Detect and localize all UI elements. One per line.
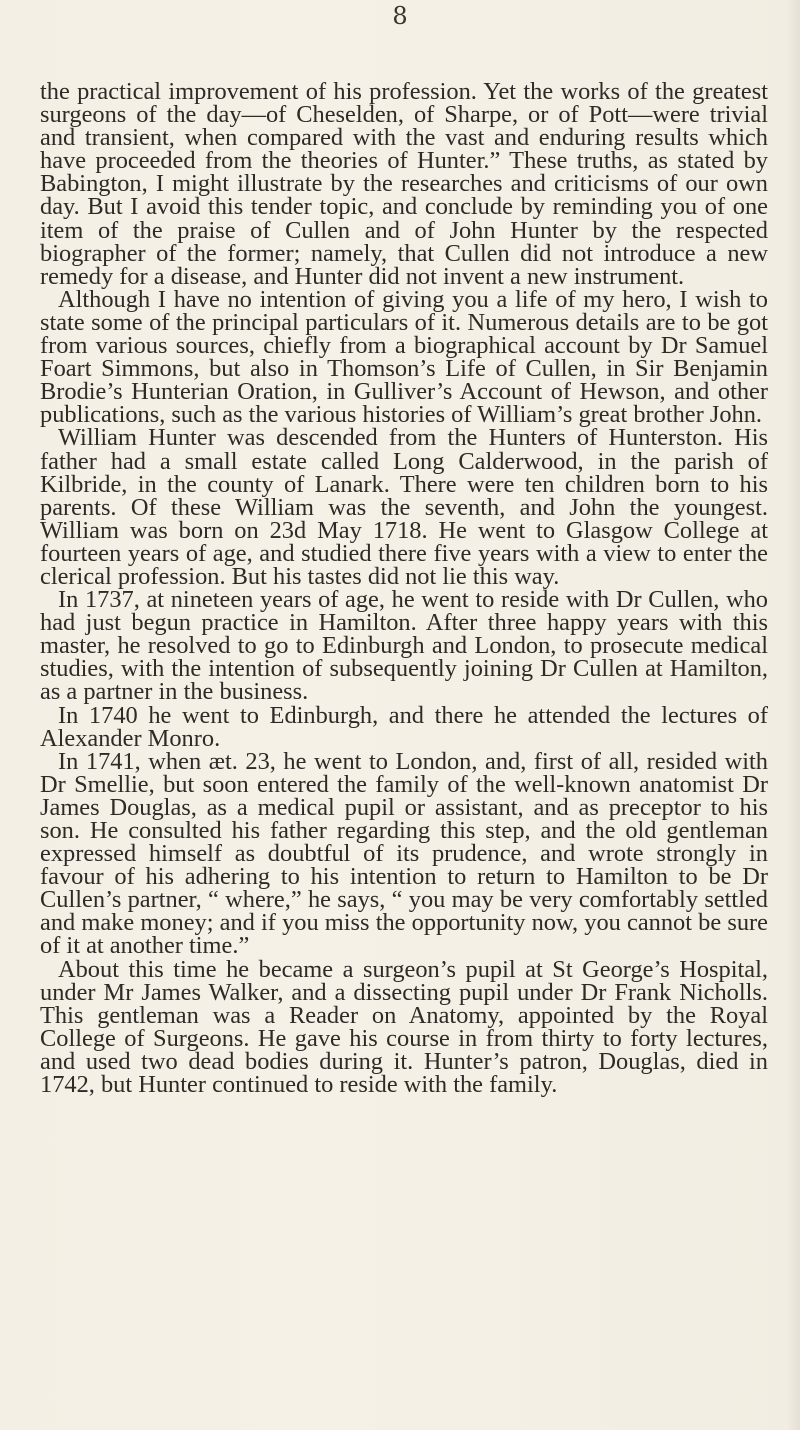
paragraph-continuation: the practical improvement of his profession. Yet the works of the greatest surgeons of the day—of Cheselden, of Sharpe, or of Pott—were trivial and transient, when compared with the vast and enduring results which have proceeded from the theories of Hunter.” These truths, as stated by Babington, I might illustrate by the researches and criticisms of our own day. But I avoid this tender topic, and conclude by reminding you of one item of the praise of Cullen and of John Hunter by the respected biographer of the former; namely, that Cullen did not introduce a new remedy for a disease, and Hunter did not invent a new instrument. xyxy=(40,78,768,290)
paragraph-family-origins: William Hunter was descended from the Hunters of Hunterston. His father had a small estate called Long Calderwood, in the parish of Kilbride, in the county of Lanark. There were ten children born to his parents. Of these William was the seventh, and John the youngest. William was born on 23d May 1718. He went to Glasgow College at fourteen years of age, and studied there five years with a view to enter the clerical profession. But his tastes did not lie this way. xyxy=(40,424,768,590)
paragraph-life-sources: Although I have no intention of giving you a life of my hero, I wish to state some of the principal particulars of it. Numerous details are to be got from various sources, chiefly from a biographical account by Dr Samuel Foart Simmons, but also in Thomson’s Life of Cullen, in Sir Benjamin Brodie’s Hunterian Oration, in Gulliver’s Account of Hewson, and other publications, such as the various histories of William’s great brother John. xyxy=(40,285,768,429)
page-edge-shadow xyxy=(786,0,800,1430)
paragraph-1741-london: In 1741, when æt. 23, he went to London, and, first of all, resided with Dr Smellie, but soon entered the family of the well-known anatomist Dr James Douglas, as a medical pupil or assistant, and as preceptor to his son. He consulted his father regarding this step, and the old gentleman expressed himself as doubtful of its prudence, and wrote strongly in favour of his adhering to his intention to return to Hamilton to be Dr Cullen’s partner, “ where,” he says, “ you may be very comfortably settled and make money; and if you miss the opportunity now, you cannot be sure of it at another time.” xyxy=(40,747,768,960)
page-number: 8 xyxy=(392,2,408,30)
paragraph-1737-cullen: In 1737, at nineteen years of age, he went to reside with Dr Cullen, who had just begun practice in Hamilton. After three happy years with this master, he resolved to go to Edinburgh and London, to prosecute medical studies, with the intention of subsequently joining Dr Cullen at Hamilton, as a partner in the business. xyxy=(40,586,768,706)
paragraph-1740-edinburgh: In 1740 he went to Edinburgh, and there he attended the lectures of Alexander Monro. xyxy=(40,701,768,752)
body-text xyxy=(40,78,768,1099)
paragraph-st-georges: About this time he became a surgeon’s pupil at St George’s Hospital, under Mr James Walker, and a dissecting pupil under Dr Frank Nicholls. This gentleman was a Reader on Anatomy, appointed by the Royal College of Surgeons. He gave his course in from thirty to forty lectures, and used two dead bodies during it. Hunter’s patron, Douglas, died in 1742, but Hunter continued to reside with the family. xyxy=(40,955,768,1099)
